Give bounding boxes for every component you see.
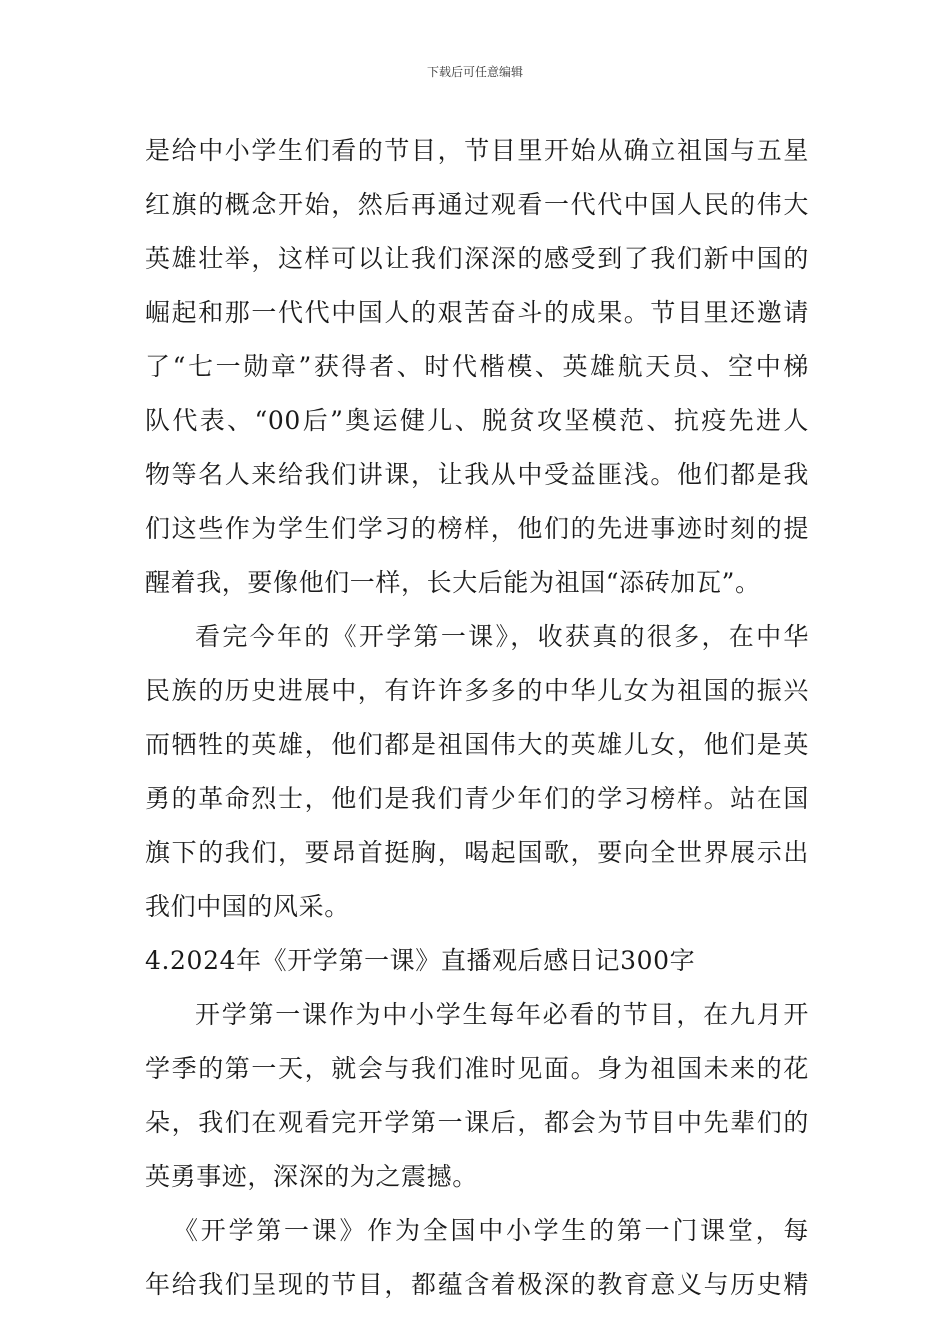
- text-line: 崛起和那一代代中国人的艰苦奋斗的成果。节目里还邀请: [145, 298, 809, 327]
- text-line: 我们中国的风采。: [145, 892, 350, 921]
- text-line: 年给我们呈现的节目，都蕴含着极深的教育意义与历史精: [145, 1270, 809, 1299]
- page-header: 下载后可任意编辑: [426, 65, 523, 79]
- text-line: 队代表、“00后”奥运健儿、脱贫攻坚模范、抗疫先进人: [145, 406, 809, 435]
- section-heading: 4.2024年《开学第一课》直播观后感日记300字: [145, 946, 696, 975]
- text-line: 旗下的我们，要昂首挺胸，喝起国歌，要向全世界展示出: [145, 838, 809, 867]
- text-line: 物等名人来给我们讲课，让我从中受益匪浅。他们都是我: [145, 460, 809, 489]
- paragraph-start-line: 《开学第一课》作为全国中小学生的第一门课堂，每: [173, 1216, 809, 1245]
- text-line: 朵，我们在观看完开学第一课后，都会为节目中先辈们的: [145, 1108, 809, 1137]
- text-line: 而牺牲的英雄，他们都是祖国伟大的英雄儿女，他们是英: [145, 730, 809, 759]
- text-line: 醒着我，要像他们一样，长大后能为祖国“添砖加瓦”。: [145, 568, 761, 597]
- text-line: 学季的第一天，就会与我们准时见面。身为祖国未来的花: [145, 1054, 809, 1083]
- document-body: [145, 124, 809, 1312]
- text-line: 英雄壮举，这样可以让我们深深的感受到了我们新中国的: [145, 244, 809, 273]
- paragraph-start-line: 开学第一课作为中小学生每年必看的节目，在九月开: [195, 1000, 809, 1029]
- text-line: 们这些作为学生们学习的榜样，他们的先进事迹时刻的提: [145, 514, 809, 543]
- text-line: 是给中小学生们看的节目，节目里开始从确立祖国与五星: [145, 136, 809, 165]
- text-line: 英勇事迹，深深的为之震撼。: [145, 1162, 478, 1191]
- text-line: 红旗的概念开始，然后再通过观看一代代中国人民的伟大: [145, 190, 809, 219]
- text-line: 了“七一勋章”获得者、时代楷模、英雄航天员、空中梯: [145, 352, 809, 381]
- text-line: 民族的历史进展中，有许许多多的中华儿女为祖国的振兴: [145, 676, 809, 705]
- paragraph-start-line: 看完今年的《开学第一课》，收获真的很多，在中华: [195, 622, 809, 651]
- text-line: 勇的革命烈士，他们是我们青少年们的学习榜样。站在国: [145, 784, 809, 813]
